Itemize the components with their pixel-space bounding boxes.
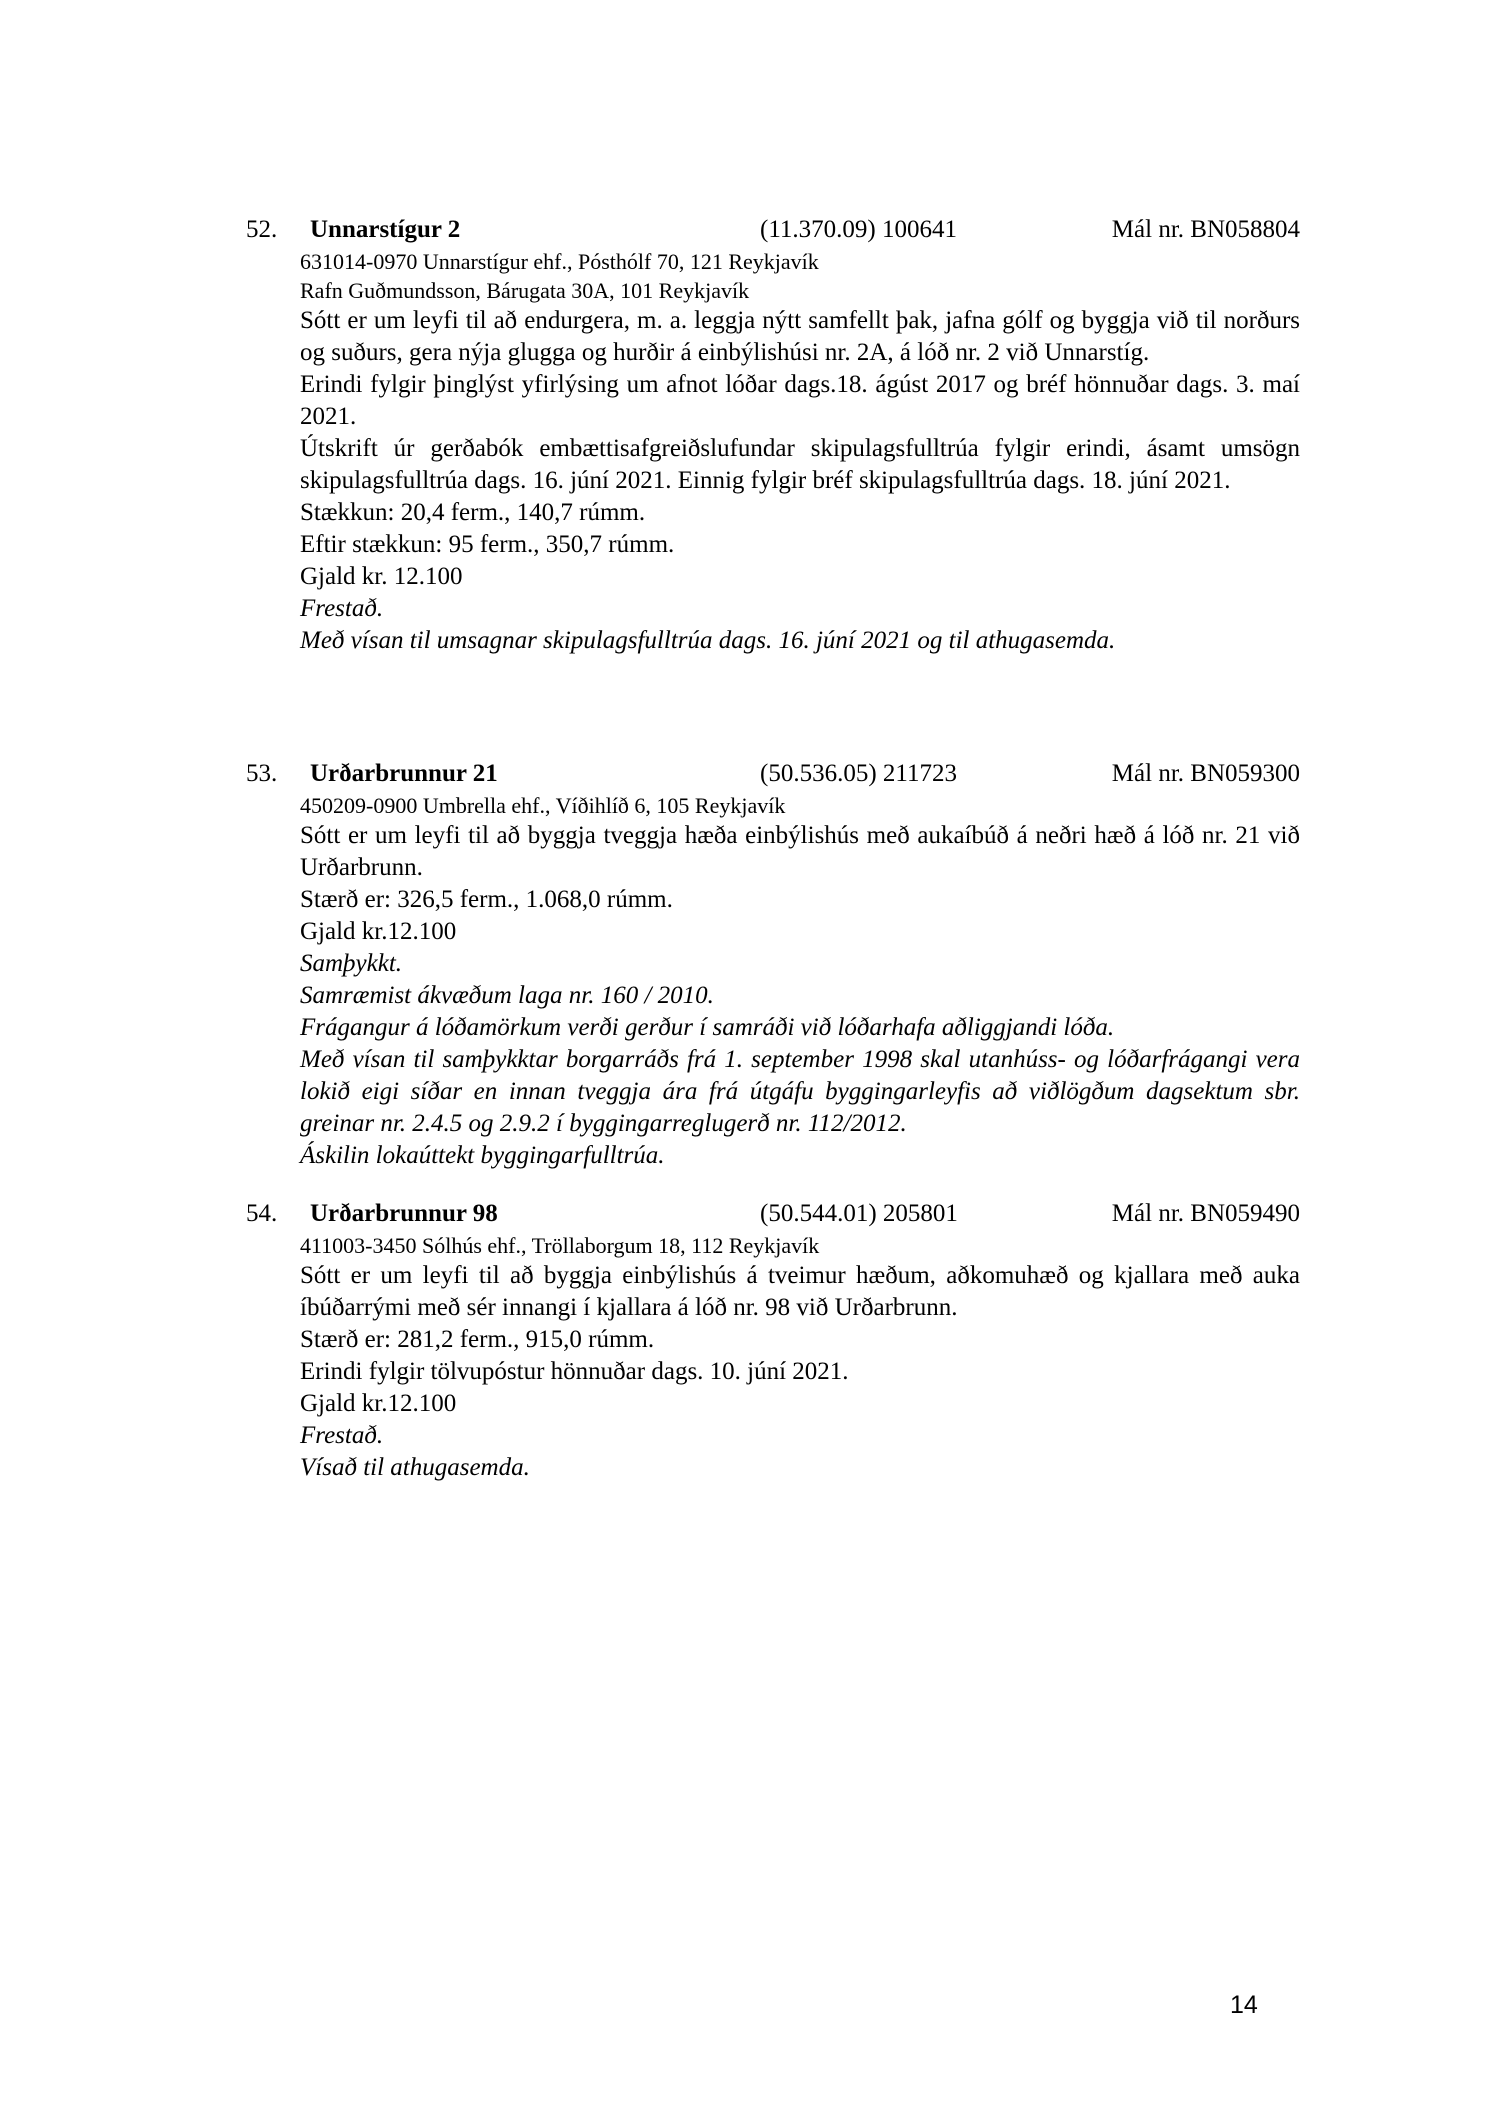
case-decision: Samþykkt. <box>300 950 403 977</box>
owner-line: 411003-3450 Sólhús ehf., Tröllaborgum 18, 112 Reykjavík <box>300 1233 820 1258</box>
owner-line: Rafn Guðmundsson, Bárugata 30A, 101 Reykjavík <box>300 278 750 303</box>
case-decision: Samræmist ákvæðum laga nr. 160 / 2010. <box>300 982 714 1009</box>
case-number-mal: Mál nr. BN058804 <box>1111 216 1300 243</box>
case-decision: Vísað til athugasemda. <box>300 1454 530 1481</box>
owner-line: 631014-0970 Unnarstígur ehf., Pósthólf 70, 121 Reykjavík <box>300 249 819 274</box>
case-text: Eftir stækkun: 95 ferm., 350,7 rúmm. <box>300 531 675 558</box>
case-text: Útskrift úr gerðabók embættisafgreiðslufundar skipulagsfulltrúa fylgir erindi, ásamt umsögn skipulagsfulltrúa dags. 16. júní 2021. Einnig fylgir bréf skipulagsfulltrúa dags. 18. júní 2021. <box>300 435 1300 494</box>
case-number: 54. <box>246 1200 278 1227</box>
case-header <box>246 213 1300 247</box>
case-text: Erindi fylgir tölvupóstur hönnuðar dags. 10. júní 2021. <box>300 1358 849 1385</box>
case-text: Erindi fylgir þinglýst yfirlýsing um afnot lóðar dags.18. ágúst 2017 og bréf hönnuðar dags. 3. maí 2021. <box>300 371 1300 430</box>
case-text: Gjald kr.12.100 <box>300 918 457 945</box>
case-street: Urðarbrunnur 98 <box>310 1200 498 1227</box>
case-decision: Með vísan til umsagnar skipulagsfulltrúa dags. 16. júní 2021 og til athugasemda. <box>300 627 1116 654</box>
case-text: Gjald kr. 12.100 <box>300 563 463 590</box>
case-decision: Áskilin lokaúttekt byggingarfulltrúa. <box>300 1142 665 1169</box>
case-reference: (50.544.01) 205801 <box>760 1200 958 1227</box>
case-reference: (11.370.09) 100641 <box>760 216 957 243</box>
case-street: Unnarstígur 2 <box>310 216 461 243</box>
case-decision: Frestað. <box>300 595 384 622</box>
case-decision: Með vísan til samþykktar borgarráðs frá 1. september 1998 skal utanhúss- og lóðarfrágangi vera lokið eigi síðar en innan tveggja ára frá útgáfu byggingarleyfis að viðlögðum dagsektum sbr. greinar nr. 2.4.5 og 2.9.2 í byggingarreglugerð nr. 112/2012. <box>300 1046 1300 1137</box>
case-decision: Frágangur á lóðamörkum verði gerður í samráði við lóðarhafa aðliggjandi lóða. <box>300 1014 1115 1041</box>
case-text: Gjald kr.12.100 <box>300 1390 457 1417</box>
case-text: Sótt er um leyfi til að endurgera, m. a. leggja nýtt samfellt þak, jafna gólf og byggja við til norðurs og suðurs, gera nýja glugga og hurðir á einbýlishúsi nr. 2A, á lóð nr. 2 við Unnarstíg. <box>300 307 1300 366</box>
case-header <box>246 1197 1300 1231</box>
case-number: 52. <box>246 216 278 243</box>
owner-line: 450209-0900 Umbrella ehf., Víðihlíð 6, 105 Reykjavík <box>300 793 786 818</box>
case-body <box>300 1231 1300 1484</box>
case-text: Sótt er um leyfi til að byggja tveggja hæða einbýlishús með aukaíbúð á neðri hæð á lóð nr. 21 við Urðarbrunn. <box>300 822 1300 881</box>
case-text: Stærð er: 281,2 ferm., 915,0 rúmm. <box>300 1326 655 1353</box>
case-body <box>300 791 1300 1172</box>
case-decision: Frestað. <box>300 1422 384 1449</box>
case-number-mal: Mál nr. BN059300 <box>1111 760 1300 787</box>
case-reference: (50.536.05) 211723 <box>760 760 957 787</box>
case-text: Stækkun: 20,4 ferm., 140,7 rúmm. <box>300 499 646 526</box>
case-54 <box>246 1197 1300 1484</box>
case-53 <box>246 757 1300 1172</box>
case-body <box>300 247 1300 657</box>
case-text: Sótt er um leyfi til að byggja einbýlishús á tveimur hæðum, aðkomuhæð og kjallara með auka íbúðarrými með sér innangi í kjallara á lóð nr. 98 við Urðarbrunn. <box>300 1262 1300 1321</box>
case-52 <box>246 213 1300 657</box>
case-text: Stærð er: 326,5 ferm., 1.068,0 rúmm. <box>300 886 673 913</box>
page-number: 14 <box>1230 1991 1258 2019</box>
case-street: Urðarbrunnur 21 <box>310 760 498 787</box>
case-number: 53. <box>246 760 278 787</box>
case-header <box>246 757 1300 791</box>
case-number-mal: Mál nr. BN059490 <box>1111 1200 1300 1227</box>
